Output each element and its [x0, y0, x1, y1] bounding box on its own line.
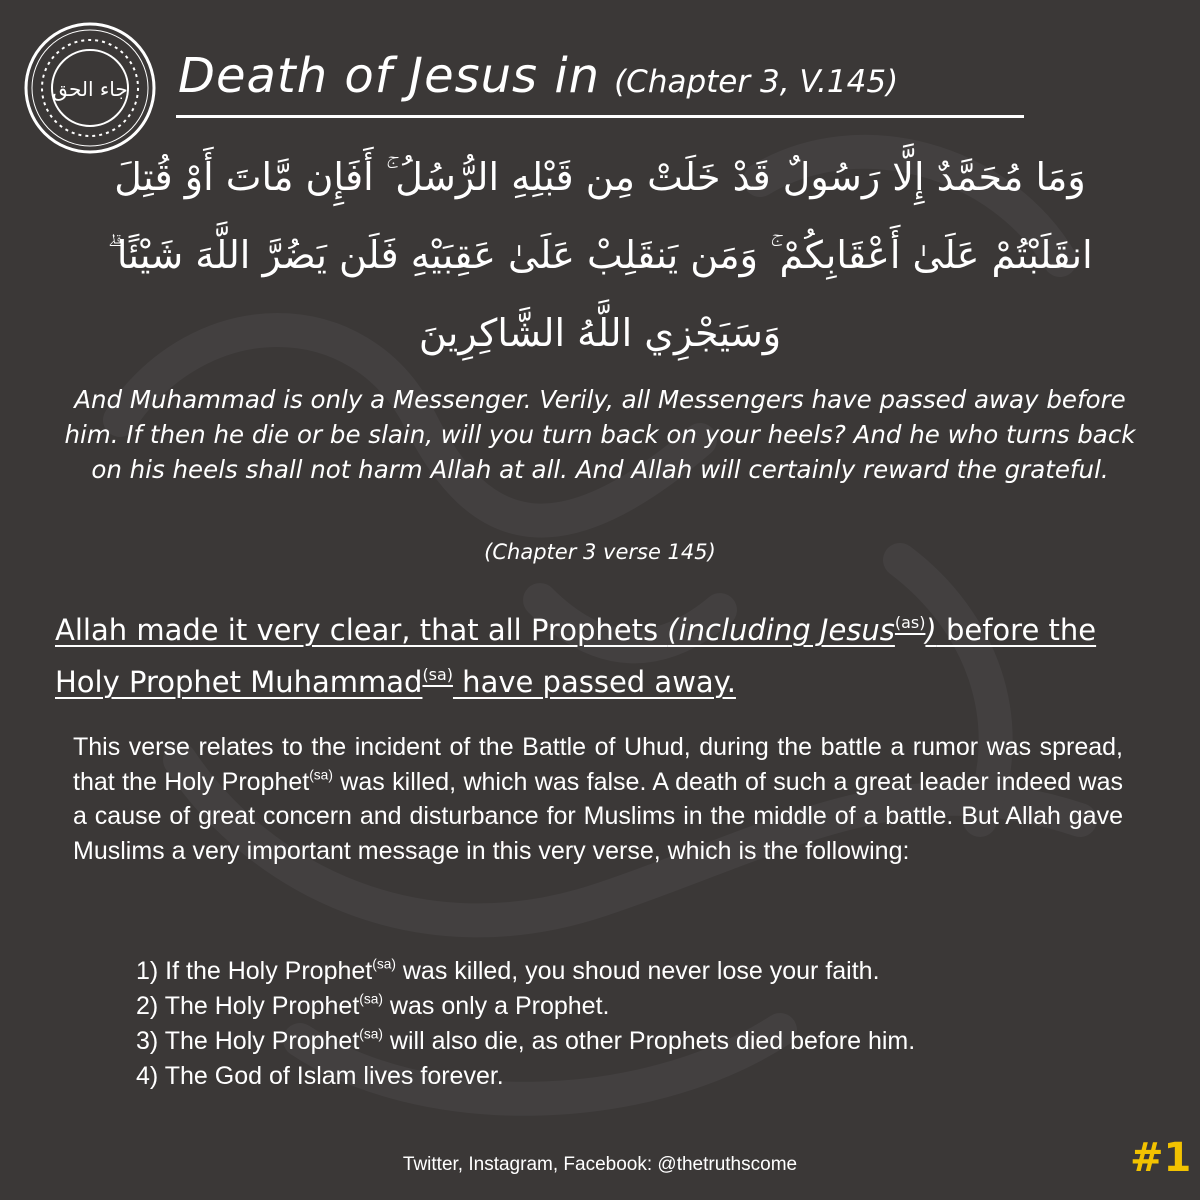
verse-translation: And Muhammad is only a Messenger. Verily, all Messengers have passed away before him. If then he die or be slain, will you turn back on your heels? And he who turns back on his heels shall not harm Allah at all. And Allah will certainly reward the grateful. — [64, 385, 1136, 484]
arabic-line: وَسَيَجْزِي اللَّهُ الشَّاكِرِينَ — [418, 311, 782, 355]
key-statement — [55, 604, 1155, 708]
title-main: Death of Jesus in — [178, 48, 601, 104]
post-number-badge: #1 — [1130, 1135, 1192, 1181]
honorific-sa: (sa) — [359, 991, 383, 1007]
page-title — [178, 48, 1038, 120]
title-reference: (Chapter 3, V.145) — [614, 64, 899, 100]
honorific-sa: (sa) — [372, 956, 396, 972]
verse-source: (Chapter 3 verse 145) — [484, 540, 716, 564]
explanation-paragraph — [73, 730, 1123, 868]
list-item — [136, 954, 1136, 989]
site-logo — [22, 20, 158, 156]
list-item-text: was only a Prophet. — [382, 992, 610, 1020]
claim-text: Allah made it very clear, that all Prophets — [55, 613, 668, 647]
list-item-text: 2) The Holy Prophet — [136, 992, 360, 1020]
list-item-text: will also die, as other Prophets died before him. — [382, 1027, 916, 1055]
list-item — [136, 1059, 1136, 1094]
paragraph-text: This verse relates to the incident of the Battle of Uhud, during the battle a rumor was spread, that the Holy Prophet — [73, 733, 1123, 796]
arabic-line: وَمَا مُحَمَّدٌ إِلَّا رَسُولٌ قَدْ خَلَتْ مِن قَبْلِهِ الرُّسُلُ ۚ أَفَإِن مَّاتَ أَوْ قُتِلَ — [114, 155, 1086, 199]
arabic-line: انقَلَبْتُمْ عَلَىٰ أَعْقَابِكُمْ ۚ وَمَن يَنقَلِبْ عَلَىٰ عَقِبَيْهِ فَلَن يَضُرَّ اللَّهَ شَيْئًا ۗ — [107, 233, 1093, 277]
list-item-text: 4) The God of Islam lives forever. — [136, 1062, 504, 1090]
list-item — [136, 1024, 1136, 1059]
claim-text: have passed away. — [452, 665, 736, 699]
logo-text: جاء الحق — [52, 77, 128, 101]
honorific-sa: (sa) — [422, 665, 453, 685]
list-item-text: 3) The Holy Prophet — [136, 1027, 360, 1055]
list-item — [136, 989, 1136, 1024]
claim-paren-close: ) — [925, 613, 937, 647]
message-list — [136, 954, 1136, 1094]
arabic-verse — [60, 138, 1140, 372]
list-item-text: was killed, you shoud never lose your faith. — [395, 957, 880, 985]
honorific-sa: (sa) — [359, 1026, 383, 1042]
title-underline — [176, 115, 1024, 118]
honorific-as: (as) — [894, 613, 926, 633]
claim-text: Holy Prophet Muhammad — [55, 665, 423, 699]
claim-paren-open: (including Jesus — [667, 613, 895, 647]
claim-text: before the — [936, 613, 1097, 647]
list-item-text: 1) If the Holy Prophet — [136, 957, 373, 985]
paragraph-text: was killed, which was false. A death of such a great leader indeed was a cause of great concern and disturbance for Muslims in the middle of a battle. But Allah gave Muslims a very important message in this very verse, which is the following: — [73, 767, 1123, 865]
honorific-sa: (sa) — [309, 767, 333, 783]
social-handles: Twitter, Instagram, Facebook: @thetruthscome — [402, 1154, 798, 1175]
